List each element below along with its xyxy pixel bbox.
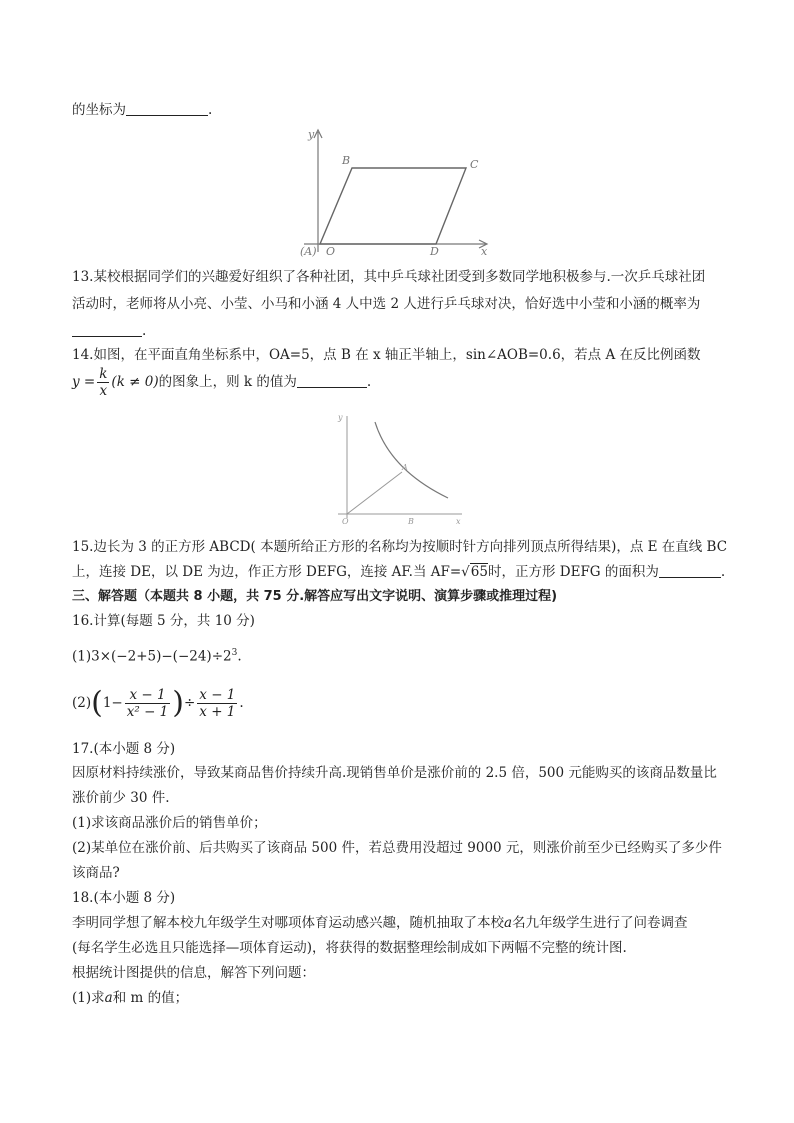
q15-line2 <box>72 563 725 581</box>
q18-line2: (每名学生必选且只能选择—项体育运动)，将获得的数据整理绘制成如下两幅不完整的统计图. <box>72 940 627 956</box>
q15-period: . <box>720 564 726 580</box>
q14-condition: (k ≠ 0) <box>111 374 159 390</box>
q16-p1-exponent: 3 <box>231 648 238 658</box>
q16-part2 <box>72 683 244 723</box>
section-3-heading: 三、解答题（本题共 8 小题，共 75 分.解答应写出文字说明、演算步骤或推理过程) <box>72 589 558 604</box>
q15-line2b: 时，正方形 DEFG 的面积为 <box>487 564 659 580</box>
q16-p1-period: . <box>237 648 242 665</box>
q16-p2-lparen: ( <box>91 685 103 721</box>
q13-line3 <box>72 322 146 340</box>
q18-line1b: 名九年级学生进行了问卷调查 <box>512 915 688 931</box>
figure-12-parallelogram <box>296 124 496 259</box>
q17-line5: 该商品? <box>72 865 120 881</box>
q14-frac-den: x <box>99 383 108 399</box>
q12-period: . <box>208 102 213 118</box>
fig12-parallelogram-abcd <box>320 168 466 244</box>
q14-fraction-k-over-x <box>97 366 109 399</box>
q14-rest: 的图象上，则 k 的值为 <box>158 374 297 390</box>
q17-title: 17.(本小题 8 分) <box>72 741 176 757</box>
q16-p2-fraction2 <box>197 687 237 720</box>
fig14-label-b: B <box>408 517 414 526</box>
fig14-curve <box>375 422 448 498</box>
q16-p2-fraction1 <box>125 687 171 720</box>
q16-p1-label: (1) <box>72 648 92 665</box>
q16-p2-label: (2) <box>72 695 92 711</box>
q15-sqrt: √65 <box>461 564 488 580</box>
q16-p2-divide: ÷ <box>183 695 196 711</box>
q13-period: . <box>142 323 147 339</box>
q18-var-a-2: a <box>104 990 113 1006</box>
fig14-label-y: y <box>338 413 343 422</box>
q14-answer-blank <box>297 373 367 388</box>
q13-line1: 13.某校根据同学们的兴趣爱好组织了各种社团，其中乒乓球社团受到多数同学地积极参与.一次乒乓球社团 <box>72 269 706 285</box>
q16-p2-num2: x − 1 <box>199 687 236 703</box>
fig12-label-x: x <box>481 245 488 258</box>
q16-p2-den2: x + 1 <box>199 704 236 720</box>
q16-title: 16.计算(每题 5 分，共 10 分) <box>72 613 255 629</box>
q14-line1: 14.如图，在平面直角坐标系中，OA=5，点 B 在 x 轴正半轴上，sin∠AOB=0.6，若点 A 在反比例函数 <box>72 347 701 363</box>
fig14-label-x: x <box>456 517 461 526</box>
q15-sqrt-value: 65 <box>470 564 488 580</box>
q16-p2-num1: x − 1 <box>125 687 171 704</box>
q17-line4: (2)某单位在涨价前、后共购买了该商品 500 件，若总费用没超过 9000 元，则涨价前至少已经购买了多少件 <box>72 840 722 856</box>
q17-line3: (1)求该商品涨价后的销售单价； <box>72 815 267 831</box>
q17-line1: 因原材料持续涨价，导致某商品售价持续升高.现销售单价是涨价前的 2.5 倍，500 元能购买的该商品数量比 <box>72 765 717 781</box>
q16-p2-den1: x² − 1 <box>126 704 169 720</box>
q14-frac-num: k <box>99 366 108 382</box>
fig14-label-a: A <box>402 463 408 472</box>
fig12-label-c: C <box>470 158 479 171</box>
q16-p2-one-minus: 1− <box>102 695 123 711</box>
figure-14-inverse-function <box>330 410 470 528</box>
q18-line1a: 李明同学想了解本校九年级学生对哪项体育运动感兴趣，随机抽取了本校 <box>72 915 504 931</box>
q18-title: 18.(本小题 8 分) <box>72 890 176 906</box>
q12-answer-blank <box>126 101 208 116</box>
q16-p2-rparen: ) <box>172 685 184 721</box>
fig14-segment-oa <box>347 472 402 514</box>
q16-p1-expression: 3×(−2+5)−(−24)÷2 <box>91 648 232 665</box>
fig14-label-o: O <box>342 517 349 526</box>
fig12-label-y: y <box>308 128 315 141</box>
q12-tail-line <box>72 101 212 119</box>
q18-var-a: a <box>504 915 513 931</box>
q18-line1 <box>72 914 688 932</box>
q13-line2: 活动时，老师将从小亮、小莹、小马和小涵 4 人中选 2 人进行乒乓球对决，恰好选中小莹和小涵的概率为 <box>72 296 701 312</box>
q15-line1: 15.边长为 3 的正方形 ABCD( 本题所给正方形的名称均为按顺时针方向排列顶点所得结果)，点 E 在直线 BC <box>72 539 728 555</box>
q14-period: . <box>366 374 372 390</box>
q14-y-eq: y = <box>72 374 96 390</box>
q18-line3: 根据统计图提供的信息，解答下列问题： <box>72 965 315 981</box>
q18-line4a: (1)求 <box>72 990 105 1006</box>
q16-part1 <box>72 644 242 666</box>
fig12-label-a: (A) <box>300 245 317 258</box>
q17-line2: 涨价前少 30 件. <box>72 790 170 806</box>
q18-line4b: 和 m 的值； <box>112 990 189 1006</box>
fig12-label-o: O <box>326 245 336 258</box>
q14-line2 <box>72 366 371 399</box>
q15-answer-blank <box>659 563 721 578</box>
fig12-label-d: D <box>430 245 439 258</box>
q12-tail-text: 的坐标为 <box>72 102 126 118</box>
q13-answer-blank <box>72 322 142 337</box>
q15-line2a: 上，连接 DE，以 DE 为边，作正方形 DEFG，连接 AF.当 AF= <box>72 564 462 580</box>
q16-p2-period: . <box>239 695 244 711</box>
q18-line4 <box>72 989 188 1007</box>
fig12-label-b: B <box>342 154 351 167</box>
